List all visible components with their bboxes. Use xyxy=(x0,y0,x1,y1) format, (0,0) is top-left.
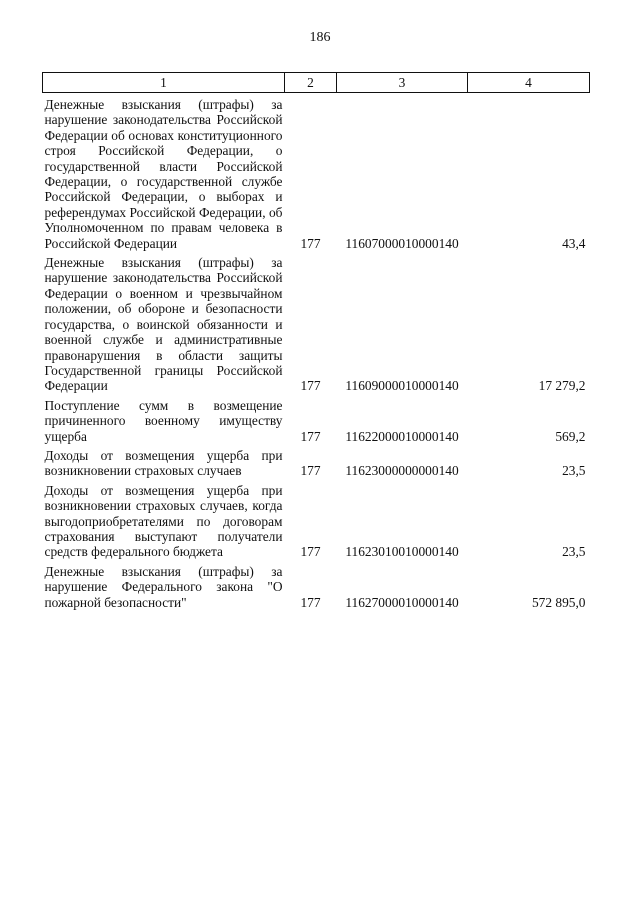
row-amount: 569,2 xyxy=(555,428,586,444)
row-description: Доходы от возмещения ущерба при возникновении страховых случаев, когда выгодоприобретателями по договорам страхования выступают получатели средств федерального бюджета xyxy=(44,482,283,560)
row-revenue-code: 11609000010000140 xyxy=(345,378,459,394)
row-amount: 17 279,2 xyxy=(538,378,586,394)
header-col-1: 1 xyxy=(43,73,285,93)
row-admin-code: 177 xyxy=(300,594,321,610)
table-row xyxy=(43,394,590,444)
header-col-3: 3 xyxy=(337,73,468,93)
table-row xyxy=(43,444,590,479)
table-row xyxy=(43,479,590,560)
header-col-4: 4 xyxy=(468,73,590,93)
row-description: Денежные взыскания (штрафы) за нарушение Федерального закона "О пожарной безопасности" xyxy=(44,563,283,610)
row-revenue-code: 11622000010000140 xyxy=(345,428,459,444)
row-admin-code: 177 xyxy=(300,463,321,479)
row-revenue-code: 11623000000000140 xyxy=(345,463,459,479)
table-header-row xyxy=(43,73,590,93)
row-amount: 23,5 xyxy=(562,544,586,560)
row-admin-code: 177 xyxy=(300,378,321,394)
row-description: Доходы от возмещения ущерба при возникновении страховых случаев xyxy=(44,447,283,479)
row-amount: 572 895,0 xyxy=(531,594,586,610)
row-admin-code: 177 xyxy=(300,428,321,444)
table-row xyxy=(43,251,590,394)
table-row xyxy=(43,560,590,610)
page-number: 186 xyxy=(309,30,331,45)
row-description: Денежные взыскания (штрафы) за нарушение законодательства Российской Федерации о военном и чрезвычайном положении, об обороне и безопасности государства, о воинской обязанности и военной службе и административные правонарушения в области защиты Государственной границы Российской Федерации xyxy=(44,255,283,394)
row-description: Поступление сумм в возмещение причиненного военному имуществу ущерба xyxy=(44,397,283,444)
table-row xyxy=(43,93,590,252)
header-col-2: 2 xyxy=(285,73,337,93)
row-description: Денежные взыскания (штрафы) за нарушение законодательства Российской Федерации об основах конституционного строя Российской Федерации, о государственной власти Российской Федерации, о государственной службе Российской Федерации, о выборах и референдумах Российской Федерации, об Уполномоченном по правам человека в Российской Федерации xyxy=(44,97,283,251)
row-revenue-code: 11607000010000140 xyxy=(345,235,459,251)
row-admin-code: 177 xyxy=(300,544,321,560)
row-amount: 23,5 xyxy=(562,463,586,479)
budget-revenue-table xyxy=(42,72,590,610)
row-revenue-code: 11623010010000140 xyxy=(345,544,459,560)
row-amount: 43,4 xyxy=(562,235,586,251)
row-revenue-code: 11627000010000140 xyxy=(345,594,459,610)
row-admin-code: 177 xyxy=(300,235,321,251)
